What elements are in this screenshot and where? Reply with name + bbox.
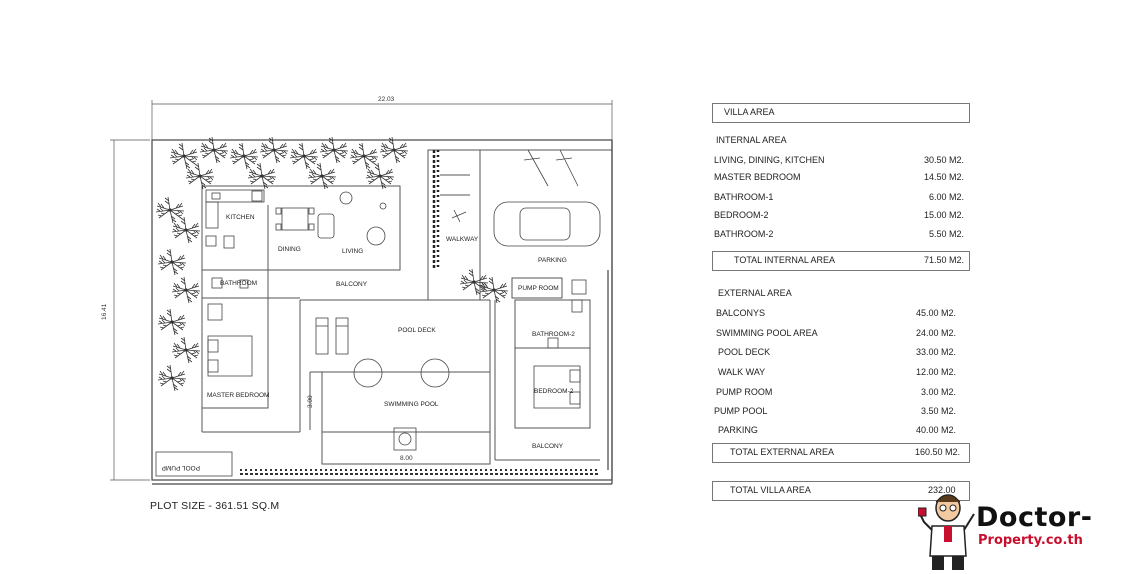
internal-row-value: 30.50 M2.	[923, 155, 964, 165]
furniture	[156, 150, 600, 476]
total-external-label: TOTAL EXTERNAL AREA	[730, 447, 835, 457]
label-dining: DINING	[278, 246, 301, 253]
total-external-value: 160.50 M2.	[914, 447, 960, 457]
villa-area-title: VILLA AREA	[724, 107, 775, 117]
internal-row-label: BATHROOM-1	[714, 192, 774, 202]
external-row-value: 33.00 M2.	[915, 347, 956, 357]
external-row-label: PUMP POOL	[714, 406, 768, 416]
total-external-box	[712, 443, 970, 463]
external-row-label: PARKING	[718, 425, 758, 435]
external-row-value: 40.00 M2.	[915, 425, 956, 435]
internal-area-title: INTERNAL AREA	[716, 135, 787, 145]
total-villa-value: 232.00	[928, 485, 956, 495]
internal-row-value: 5.50 M2.	[928, 229, 964, 239]
label-master-bedroom: MASTER BEDROOM	[207, 392, 270, 399]
external-area-title: EXTERNAL AREA	[718, 288, 792, 298]
external-row-label: PUMP ROOM	[716, 387, 773, 397]
external-row-label: SWIMMING POOL AREA	[716, 328, 818, 338]
external-row-value: 24.00 M2.	[915, 328, 956, 338]
label-living: LIVING	[342, 248, 364, 255]
internal-row-label: LIVING, DINING, KITCHEN	[714, 155, 825, 165]
total-internal-value: 71.50 M2.	[923, 255, 964, 265]
label-walkway: WALKWAY	[446, 236, 479, 243]
external-row-label: POOL DECK	[718, 347, 771, 357]
label-parking: PARKING	[538, 257, 567, 264]
external-row-value: 3.50 M2.	[920, 406, 956, 416]
label-bedroom-2: BEDROOM-2	[534, 388, 574, 395]
dim-depth: 16.41	[101, 303, 108, 320]
house-walls	[202, 150, 612, 464]
internal-row-value: 15.00 M2.	[923, 210, 964, 220]
label-bathroom-2: BATHROOM-2	[532, 331, 575, 338]
doctor-property-logo	[918, 490, 1140, 574]
total-internal-box	[712, 251, 970, 271]
external-row-label: BALCONYS	[716, 308, 766, 318]
label-pool-pump: POOL PUMP	[161, 464, 200, 471]
dim-width: 22.03	[378, 96, 395, 103]
internal-row-label: BEDROOM-2	[714, 210, 769, 220]
dim-pool-width: 8.00	[400, 455, 413, 462]
external-row-value: 3.00 M2.	[920, 387, 956, 397]
internal-row-label: BATHROOM-2	[714, 229, 774, 239]
label-swimming-pool: SWIMMING POOL	[384, 401, 439, 408]
internal-row-label: MASTER BEDROOM	[714, 172, 801, 182]
label-balcony-bottom: BALCONY	[532, 443, 564, 450]
dim-pool-height: 3.00	[307, 395, 314, 408]
logo-text-property: Property.co.th	[978, 533, 1083, 548]
label-balcony-top: BALCONY	[336, 281, 368, 288]
label-pump-room: PUMP ROOM	[518, 285, 559, 292]
external-row-value: 45.00 M2.	[915, 308, 956, 318]
villa-area-box	[712, 103, 970, 123]
total-internal-label: TOTAL INTERNAL AREA	[734, 255, 836, 265]
label-kitchen: KITCHEN	[226, 214, 255, 221]
internal-row-value: 6.00 M2.	[928, 192, 964, 202]
internal-row-value: 14.50 M2.	[923, 172, 964, 182]
external-row-value: 12.00 M2.	[915, 367, 956, 377]
planting-strip	[240, 470, 600, 474]
label-bathroom: BATHROOM	[220, 280, 258, 287]
plot-size: PLOT SIZE - 361.51 SQ.M	[150, 500, 280, 512]
doctor-mascot-icon	[918, 490, 978, 574]
hatched-wall	[434, 150, 438, 268]
logo-text-doctor: Doctor-	[976, 502, 1093, 533]
label-pool-deck: POOL DECK	[398, 327, 436, 334]
total-villa-label: TOTAL VILLA AREA	[730, 485, 811, 495]
external-row-label: WALK WAY	[718, 367, 766, 377]
